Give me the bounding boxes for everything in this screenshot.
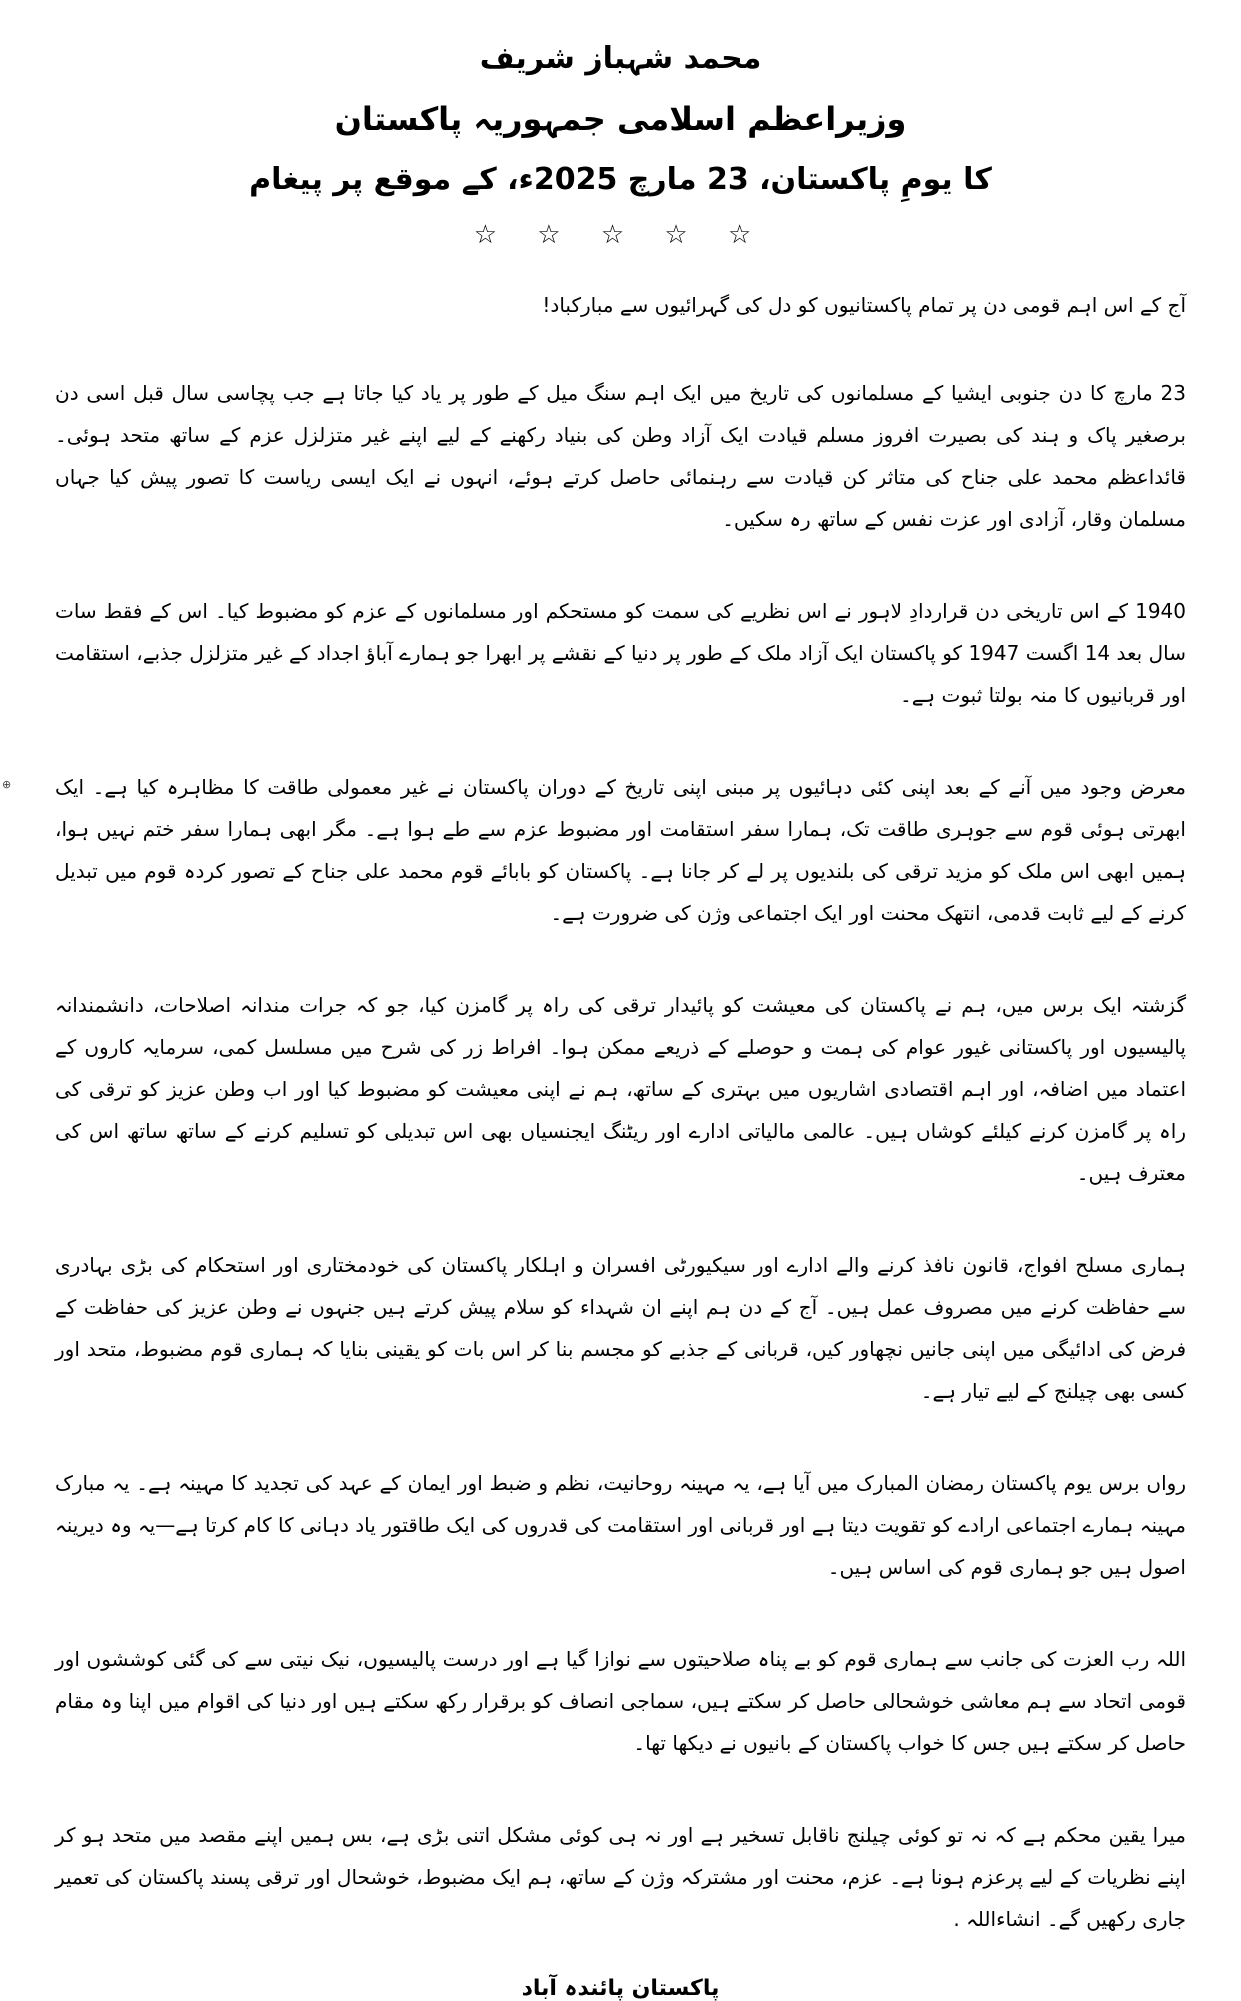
paragraph-national-journey: معرض وجود میں آنے کے بعد اپنی کئی دہائیوں پر مبنی اپنی تاریخ کے دوران پاکستان نے غیر معمولی طاقت کا مظاہرہ کیا ہے۔ ایک ابھرتی ہوئی قوم سے جوہری طاقت تک، ہمارا سفر استقامت اور مضبوط عزم سے طے ہوا ہے۔ مگر ابھی ہمارا سفر ختم نہیں ہوا، ہمیں ابھی اس ملک کو مزید ترقی کی بلندیوں پر لے کر جانا ہے۔ پاکستان کو بابائے قوم محمد علی جناح کے تصور کردہ قوم میں تبدیل کرنے کے لیے ثابت قدمی، انتھک محنت اور ایک اجتماعی وژن کی ضرورت ہے۔ <box>55 775 1186 925</box>
paragraph-resolve: میرا یقین محکم ہے کہ نہ تو کوئی چیلنج ناقابل تسخیر ہے اور نہ ہی کوئی مشکل اتنی بڑی ہے، بس ہمیں اپنے مقصد میں متحد ہو کر اپنے نظریات کے لیے پرعزم ہونا ہے۔ عزم، محنت اور مشترکہ وژن کے ساتھ، ہم ایک مضبوط، خوشحال اور ترقی پسند پاکستان کی تعمیر جاری رکھیں گے۔ انشاءاللہ . <box>55 1823 1186 1931</box>
paragraph-lahore-resolution: 1940 کے اس تاریخی دن قراردادِ لاہور نے اس نظریے کی سمت کو مستحکم اور مسلمانوں کے عزم کو مضبوط کیا۔ اس کے فقط سات سال بعد 14 اگست 1947 کو پاکستان ایک آزاد ملک کے طور پر دنیا کے نقشے پر ابھرا جو ہمارے آباؤ اجداد کے غیر متزلزل جذبے، استقامت اور قربانیوں کا منہ بولتا ثبوت ہے۔ <box>55 599 1187 707</box>
registration-mark-icon: ⊕ <box>2 778 12 791</box>
star-divider-icon: ☆ ☆ ☆ ☆ ☆ <box>473 220 768 250</box>
paragraph-national-potential: اللہ رب العزت کی جانب سے ہماری قوم کو بے پناہ صلاحیتوں سے نوازا گیا ہے اور درست پالیسیوں، نیک نیتی سے کی گئی کوششوں اور قومی اتحاد سے ہم معاشی خوشحالی حاصل کر سکتے ہیں، سماجی انصاف کو برقرار رکھ سکتے ہیں اور دنیا کی اقوام میں اپنا وہ مقام حاصل کر سکتے ہیں جس کا خواب پاکستان کے بانیوں نے دیکھا تھا۔ <box>55 1647 1186 1755</box>
paragraph-ramadan: رواں برس یوم پاکستان رمضان المبارک میں آیا ہے، یہ مہینہ روحانیت، نظم و ضبط اور ایمان کے عہد کی تجدید کا مہینہ ہے۔ یہ مبارک مہینہ ہمارے اجتماعی ارادے کو تقویت دیتا ہے اور قربانی اور استقامت کی قدروں کی ایک طاقتور یاد دہانی کا کام کرتا ہے—یہ وہ دیرینہ اصول ہیں جو ہماری قوم کی اساس ہیں۔ <box>55 1471 1186 1579</box>
document-body <box>55 284 1186 1940</box>
author-title: وزیراعظم اسلامی جمہوریہ پاکستان <box>334 100 907 138</box>
paragraph-economy: گزشتہ ایک برس میں، ہم نے پاکستان کی معیشت کو پائیدار ترقی کی راہ پر گامزن کیا، جو کہ جرات مندانہ اصلاحات، دانشمندانہ پالیسیوں اور پاکستانی غیور عوام کی ہمت و حوصلے کے ذریعے ممکن ہوا۔ افراط زر کی شرح میں مسلسل کمی، سرمایہ کاروں کے اعتماد میں اضافہ، اور اہم اقتصادی اشاریوں میں بہتری کے ساتھ، ہم نے اپنی معیشت کو مضبوط کیا اور اب وطن عزیز کو ترقی کی راہ پر گامزن کرنے کیلئے کوشاں ہیں۔ عالمی مالیاتی ادارے اور ریٹنگ ایجنسیاں بھی اس تبدیلی کو تسلیم کرنے کے ساتھ ساتھ اس کی معترف ہیں۔ <box>55 993 1186 1185</box>
occasion-line: کا یومِ پاکستان، 23 مارچ 2025ء، کے موقع پر پیغام <box>249 162 992 197</box>
document-header <box>55 36 1186 250</box>
paragraph-pakistan-day-history: 23 مارچ کا دن جنوبی ایشیا کے مسلمانوں کی تاریخ میں ایک اہم سنگ میل کے طور پر یاد کیا جاتا ہے جب پچاسی سال قبل اسی دن برصغیر پاک و ہند کی بصیرت افروز مسلم قیادت ایک آزاد وطن کی بنیاد رکھنے کے لیے اپنے غیر متزلزل عزم کے ساتھ متحد ہوئی۔ قائداعظم محمد علی جناح کی متاثر کن قیادت سے رہنمائی حاصل کرتے ہوئے، انہوں نے ایک ایسی ریاست کا تصور پیش کیا جہاں مسلمان وقار، آزادی اور عزت نفس کے ساتھ رہ سکیں۔ <box>55 381 1186 531</box>
paragraph-armed-forces: ہماری مسلح افواج، قانون نافذ کرنے والے ادارے اور سیکیورٹی افسران و اہلکار پاکستان کی خودمختاری اور استحکام کی بڑی بہادری سے حفاظت کرنے میں مصروف عمل ہیں۔ آج کے دن ہم اپنے ان شہداء کو سلام پیش کرتے ہیں جنہوں نے وطن عزیز کی حفاظت کے فرض کی ادائیگی میں اپنی جانیں نچھاور کیں، قربانی کے جذبے کو مجسم بنا کر اس بات کو یقینی بنایا کہ ہماری قوم مضبوط، متحد اور کسی بھی چیلنج کے لیے تیار ہے۔ <box>55 1253 1186 1403</box>
greeting-line: آج کے اس اہم قومی دن پر تمام پاکستانیوں کو دل کی گہرائیوں سے مبارکباد! <box>542 293 1186 317</box>
author-name: محمد شہباز شریف <box>479 41 762 76</box>
closing-slogan: پاکستان پائندہ آباد <box>521 1976 720 2001</box>
